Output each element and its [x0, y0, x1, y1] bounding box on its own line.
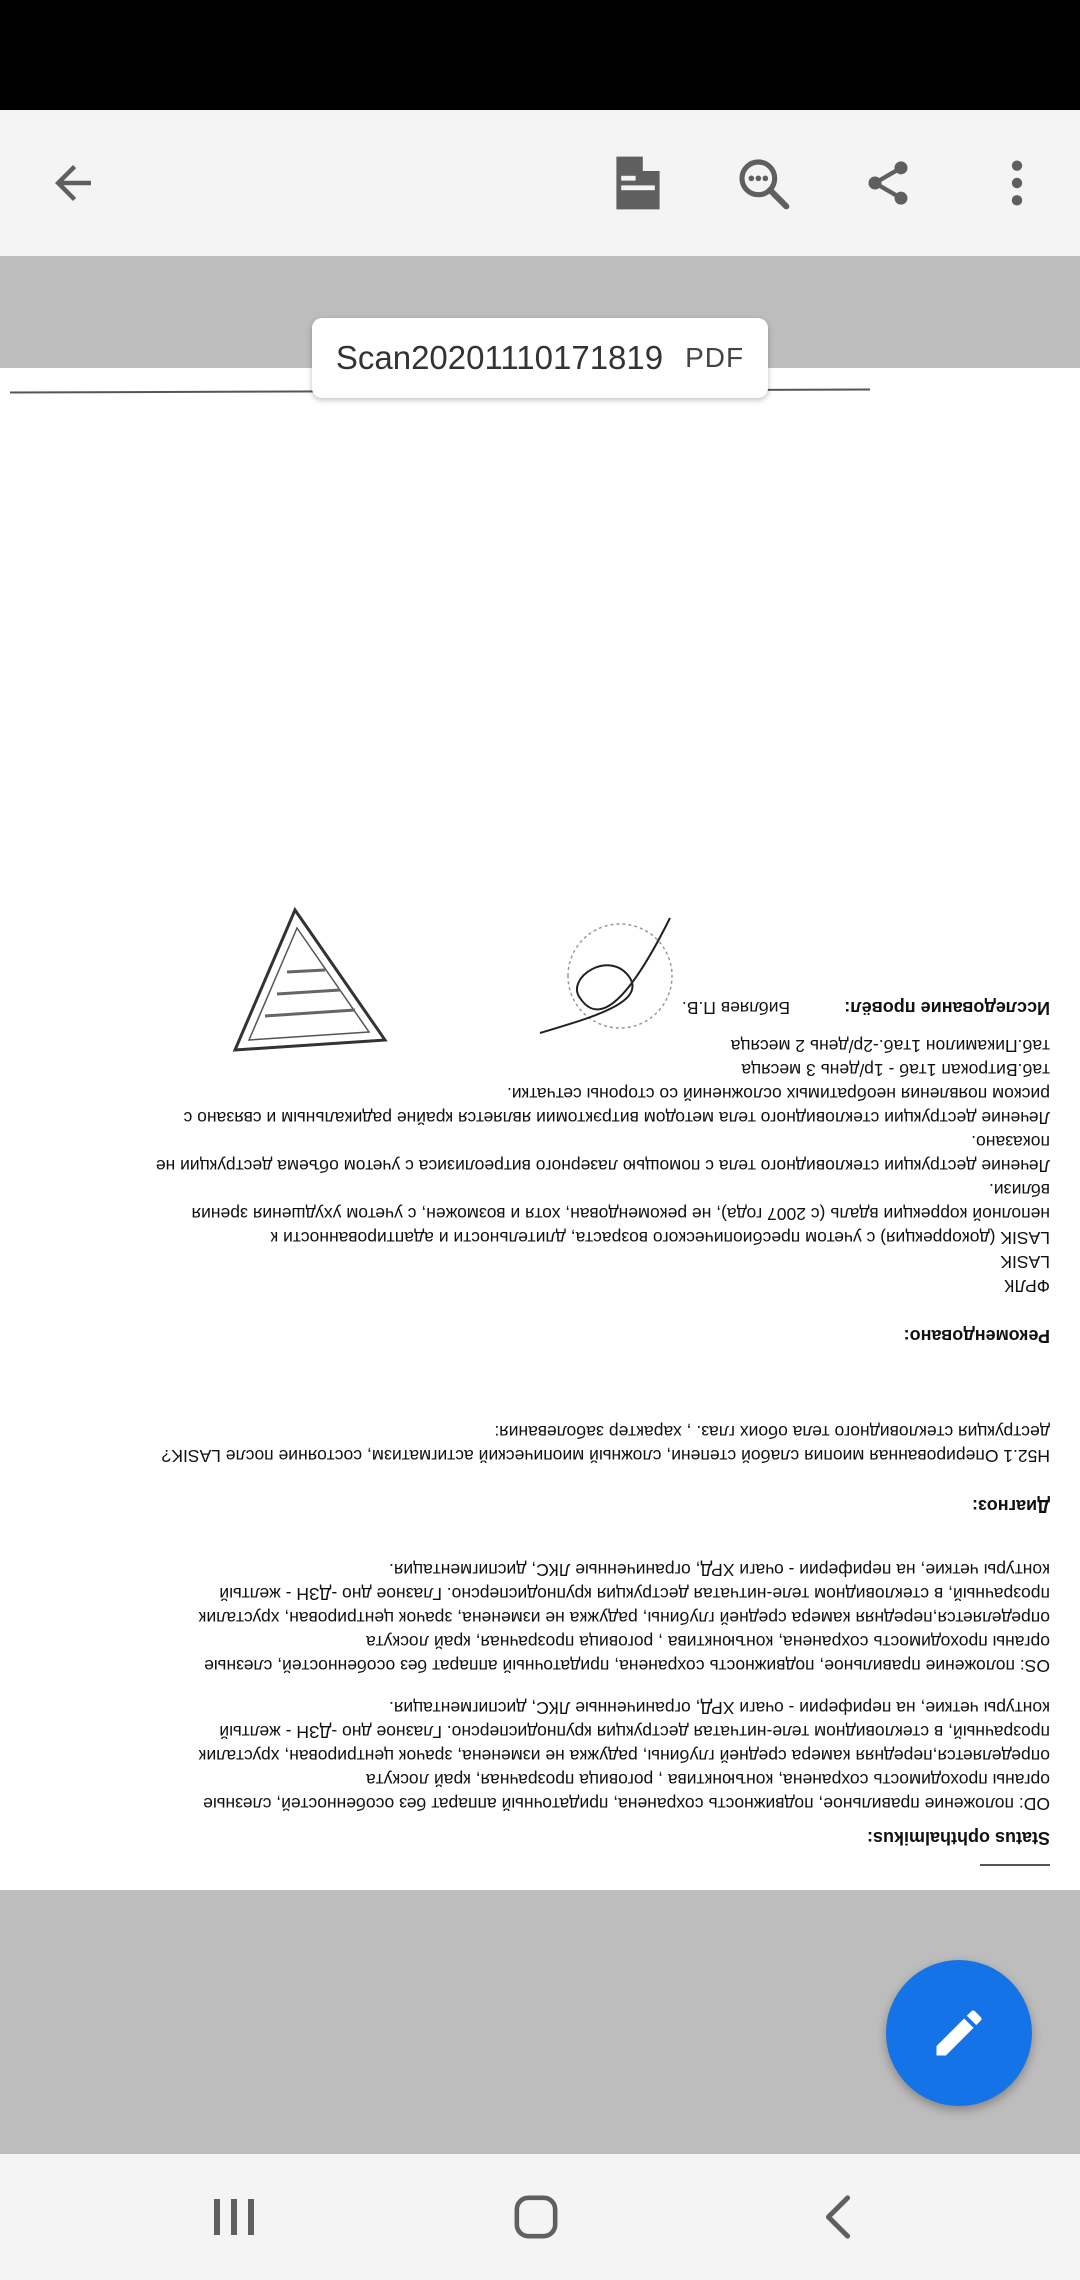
recommend-line: таб.Витрокап 1таб - 1р/день 3 месяца	[741, 1060, 1050, 1080]
os-line: определяется,передняя камера средней глубины, радужка не изменена, зрачок центрирован, хрусталик	[198, 1608, 1050, 1628]
recommend-header: Рекомендовано:	[903, 1326, 1050, 1346]
triangle-stamp-icon	[225, 900, 395, 1060]
status-section	[40, 990, 1050, 1850]
recommend-line: LASIK	[1000, 1252, 1050, 1272]
recommend-line: LASIK (докоррекция) с учетом пресбиопического возраста, длительности и адаптированности к	[270, 1228, 1050, 1248]
od-line: определяется,передняя камера средней глубины, радужка не изменена, зрачок центрирован, хрусталик	[198, 1746, 1050, 1766]
recommend-line: Лечение деструкции стекловидного тела методом витрэктомии является крайне радикальным и связано с	[183, 1108, 1050, 1128]
os-line: прозрачный, в стекловидном теле-нитчатая деструкция крупнодисперсно. Глазное дно -ДЗН - желтый	[219, 1584, 1050, 1604]
examined-by-label: Исследование провёл:	[844, 998, 1050, 1018]
pencil-edit-icon	[929, 2003, 989, 2063]
status-header: Status ophthalmikus:	[866, 1828, 1050, 1848]
system-nav-bar	[0, 2154, 1080, 2280]
search-icon	[735, 155, 791, 211]
recommend-line: Лечение деструкции стекловидного тела с помощью лазерного витреолизиса с учетом объема деструкции не	[155, 1156, 1050, 1176]
home-icon	[513, 2194, 559, 2240]
back-button[interactable]	[18, 110, 128, 256]
search-button[interactable]	[708, 110, 818, 256]
status-bar	[0, 0, 1080, 110]
home-button[interactable]	[446, 2154, 626, 2280]
recommend-line: показано.	[971, 1132, 1050, 1152]
signature-stamp-icon	[520, 898, 690, 1038]
doctor-name: Библяев П.В.	[681, 998, 790, 1018]
share-button[interactable]	[833, 110, 943, 256]
arrow-left-icon	[46, 156, 100, 210]
recommend-line: риском появления необратимых осложнений со стороны сетчатки.	[507, 1084, 1050, 1104]
pdf-page[interactable]	[0, 368, 1080, 1890]
recent-apps-icon	[212, 2197, 256, 2237]
spacer	[60, 1874, 140, 1876]
more-options-button[interactable]	[962, 110, 1072, 256]
nav-back-button[interactable]	[748, 2154, 928, 2280]
edit-fab-button[interactable]	[886, 1960, 1032, 2106]
more-vertical-icon	[1007, 157, 1027, 209]
od-line: OD: положение правильное, подвижность сохранена, придаточный аппарат без особенностей, слезные	[203, 1794, 1050, 1814]
os-line: OS: положение правильное, подвижность сохранена, придаточный аппарат без особенностей, слезные	[204, 1656, 1050, 1676]
recommend-line: неполной коррекции вдаль (с 2007 года), не рекомендован, хотя и возможен, с учетом ухудшения зрения	[191, 1204, 1050, 1224]
reading-mode-icon	[614, 154, 662, 212]
recent-apps-button[interactable]	[144, 2154, 324, 2280]
top-toolbar	[0, 110, 1080, 256]
diagnosis-line: H52.1 Оперированная миопия слабой степени, сложный миопический астигматизм, состояние после LASIK?	[161, 1446, 1050, 1466]
nav-back-icon	[823, 2194, 853, 2240]
document-type-badge: PDF	[685, 342, 745, 373]
document-title-pill	[312, 318, 768, 398]
document-name: Scan20201110171819	[335, 339, 664, 376]
share-icon	[862, 157, 914, 209]
view-mode-button[interactable]	[583, 110, 693, 256]
od-line: контуры четкие, на периферии - очаги ХРД, ограниченные ЛКС, диспигментация.	[389, 1698, 1050, 1718]
recommend-line: вблизи.	[989, 1180, 1050, 1200]
os-line: контуры четкие, на периферии - очаги ХРД, ограниченные ЛКС, диспигментация.	[389, 1560, 1050, 1580]
diagnosis-header: Диагноз:	[972, 1496, 1050, 1516]
os-line: органы проходимость сохранена, конъюнктива , роговица прозрачная, край лоскута	[366, 1632, 1050, 1652]
scanned-document-content	[0, 368, 1080, 1890]
recommend-line: таб.Пикамилон 1таб.-2р/день 2 месяца	[730, 1036, 1050, 1056]
recommend-line: ФРЛК	[1004, 1276, 1050, 1296]
od-line: прозрачный, в стекловидном теле-нитчатая деструкция крупнодисперсно. Глазное дно -ДЗН - желтый	[219, 1722, 1050, 1742]
pdf-viewer[interactable]	[0, 256, 1080, 2154]
scan-mark	[980, 1864, 1050, 1866]
od-line: органы проходимость сохранена, конъюнктива , роговица прозрачная, край лоскута	[366, 1770, 1050, 1790]
diagnosis-line: деструкция стекловидного тела обоих глаз. , характер заболевания:	[494, 1422, 1050, 1442]
